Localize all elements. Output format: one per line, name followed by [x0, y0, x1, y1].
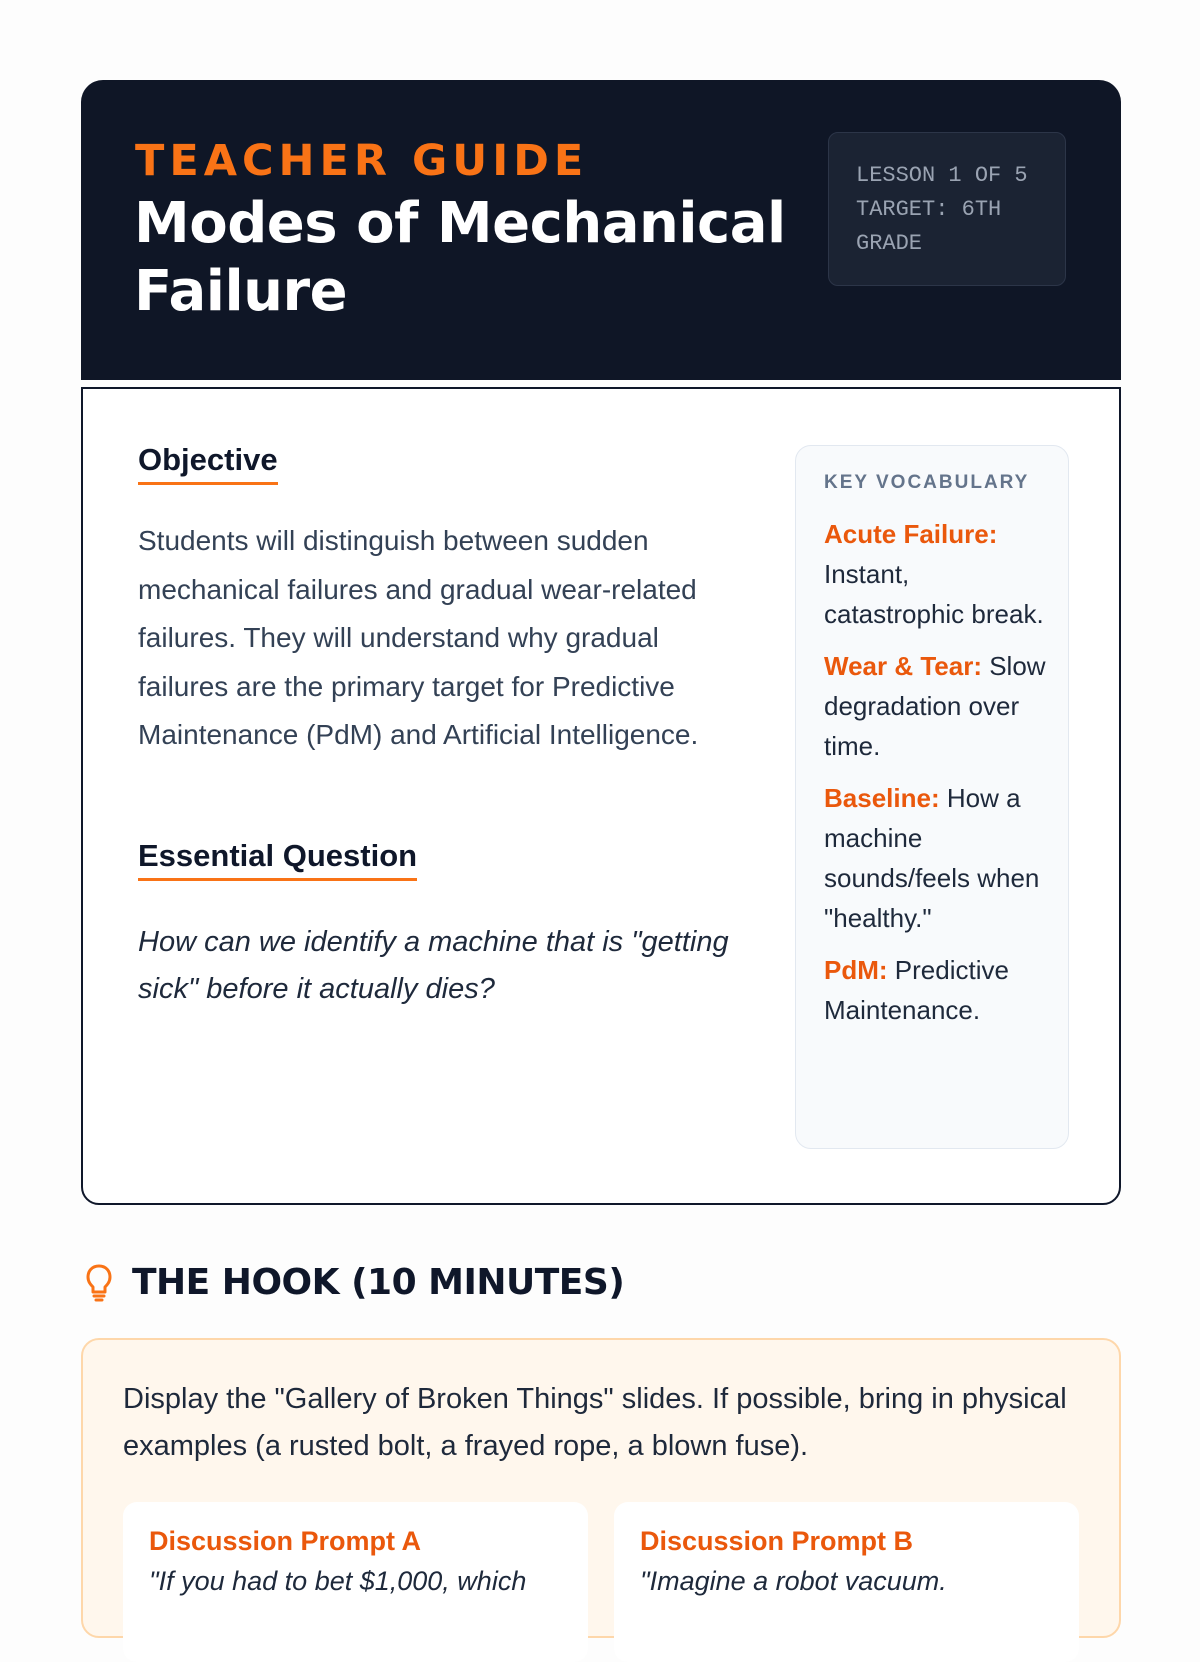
lesson-number: LESSON 1 OF 5	[856, 163, 1028, 188]
vocab-term: PdM:	[824, 955, 888, 985]
vocab-item	[824, 646, 1050, 766]
prompt-text: "Imagine a robot vacuum.	[640, 1566, 947, 1596]
hook-box	[81, 1338, 1121, 1638]
lightbulb-icon	[84, 1263, 114, 1303]
vocab-definition: Instant, catastrophic break.	[824, 559, 1044, 629]
objective-text: Students will distinguish between sudden mechanical failures and gradual wear-related failures. They will understand why gradual failures are the primary target for Predictive Maintenance (PdM) and Artificial Intelligence.	[138, 525, 699, 751]
lesson-title: Modes of Mechanical Failure	[134, 191, 786, 324]
essential-question-heading: Essential Question	[138, 838, 417, 881]
vocab-term: Acute Failure:	[824, 519, 998, 549]
lesson-header	[81, 80, 1121, 380]
vocab-definition: Slow degradation over time.	[824, 651, 1046, 761]
objective-heading: Objective	[138, 442, 278, 485]
lesson-overview-card	[81, 387, 1121, 1205]
vocab-term: Baseline:	[824, 783, 940, 813]
lesson-meta-box	[828, 132, 1066, 286]
vocab-item	[824, 778, 1050, 938]
vocab-item	[824, 514, 1050, 634]
vocab-item	[824, 950, 1050, 1030]
hook-title: THE HOOK (10 MINUTES)	[132, 1262, 625, 1303]
vocab-term: Wear & Tear:	[824, 651, 982, 681]
discussion-prompt-a	[123, 1502, 588, 1662]
discussion-prompt-b	[614, 1502, 1079, 1662]
prompt-title: Discussion Prompt A	[149, 1526, 422, 1556]
prompt-title: Discussion Prompt B	[640, 1526, 914, 1556]
guide-eyebrow: TEACHER GUIDE	[135, 136, 589, 186]
vocab-definition: How a machine sounds/feels when "healthy."	[824, 783, 1040, 933]
hook-section-heading	[84, 1262, 624, 1303]
target-grade: TARGET: 6TH GRADE	[856, 197, 1002, 256]
hook-instructions: Display the "Gallery of Broken Things" slides. If possible, bring in physical examples (a rusted bolt, a frayed rope, a blown fuse).	[123, 1383, 1067, 1462]
vocabulary-label: KEY VOCABULARY	[824, 472, 1030, 493]
key-vocabulary-panel	[795, 445, 1069, 1149]
vocab-definition: Predictive Maintenance.	[824, 955, 1009, 1025]
prompt-text: "If you had to bet $1,000, which	[149, 1566, 527, 1596]
essential-question-text: How can we identify a machine that is "getting sick" before it actually dies?	[138, 926, 729, 1005]
